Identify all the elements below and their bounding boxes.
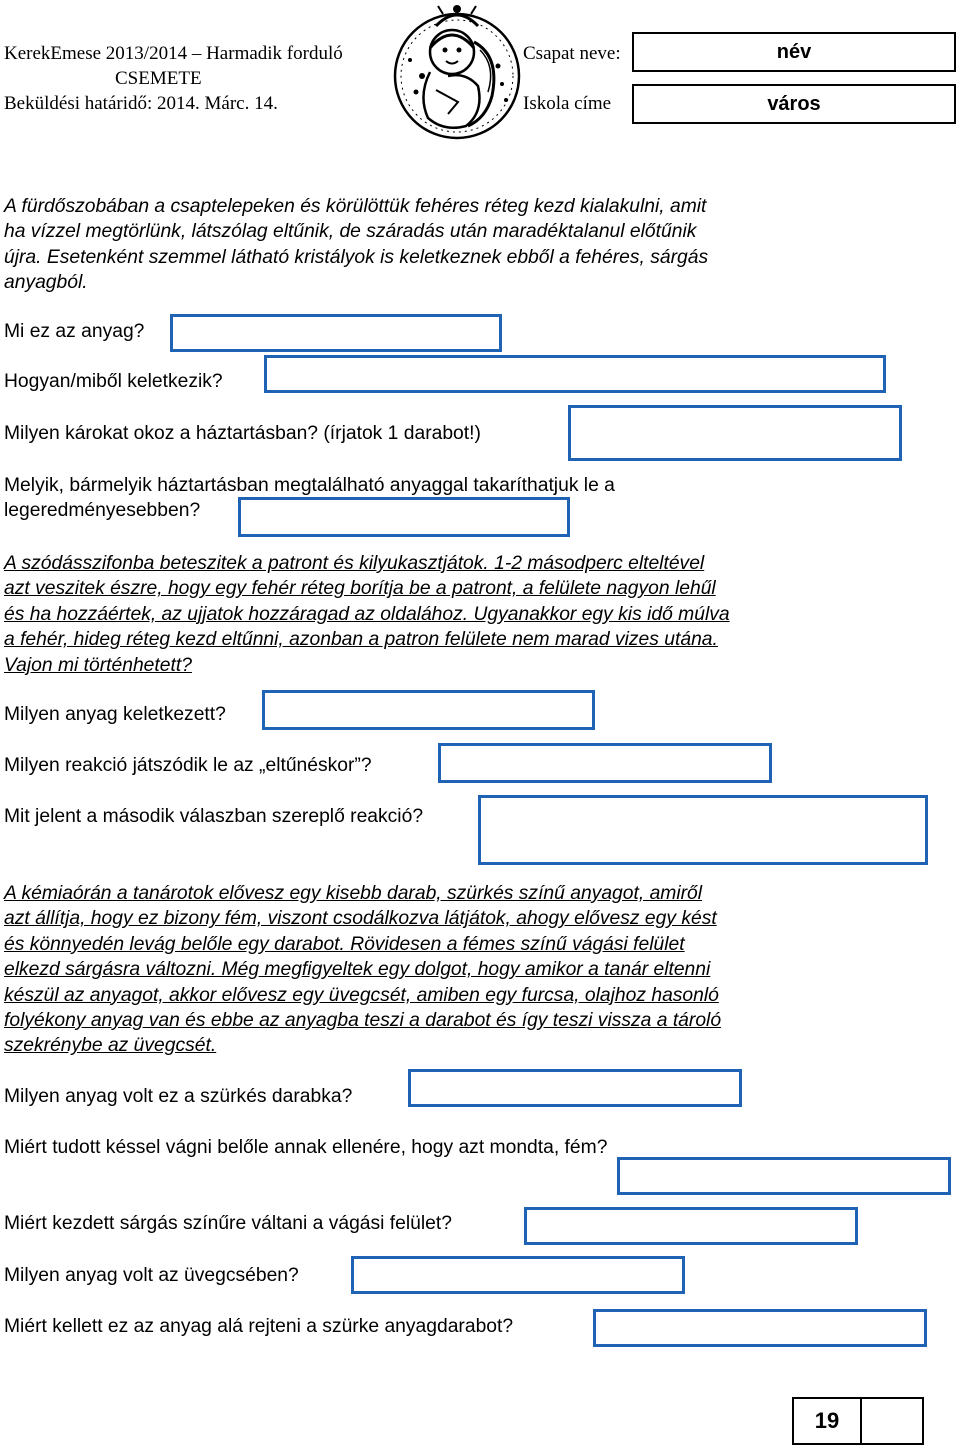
answer-field-1-3[interactable]	[568, 405, 902, 461]
paragraph-line: folyékony anyag van és ebbe az anyagba teszi a darabot és így teszi vissza a tároló	[4, 1010, 722, 1032]
question-2-2: Milyen reakció játszódik le az „eltűnéskor”?	[4, 755, 372, 776]
answer-field-2-1[interactable]	[262, 690, 595, 730]
kerekemese-logo-icon	[388, 0, 526, 142]
answer-field-3-5[interactable]	[593, 1309, 927, 1347]
competition-title: KerekEmese 2013/2014 – Harmadik forduló	[4, 43, 343, 64]
paragraph-line: A kémiaórán a tanárotok elővesz egy kisebb darab, szürkés színű anyagot, amiről	[4, 883, 703, 904]
paragraph-line: és ha hozzáértek, az ujjatok hozzáragad az oldalához. Ugyanakkor egy kis idő múlva	[4, 603, 730, 625]
question-1-4-cont: legeredményesebben?	[4, 500, 201, 521]
question-3-5: Miért kellett ez az anyag alá rejteni a szürke anyagdarabot?	[4, 1316, 514, 1337]
answer-field-2-2[interactable]	[438, 743, 772, 783]
answer-field-1-1[interactable]	[170, 314, 502, 352]
paragraph-line: anyagból.	[4, 272, 88, 294]
score-box	[792, 1397, 924, 1445]
question-3-2: Miért tudott késsel vágni belőle annak ellenére, hogy azt mondta, fém?	[4, 1137, 608, 1158]
page-number: 19	[794, 1399, 862, 1443]
answer-field-3-4[interactable]	[351, 1256, 685, 1294]
paragraph-line: a fehér, hideg réteg kezd eltűnni, azonban a patron felülete nem marad vizes utána.	[4, 629, 718, 651]
question-1-1: Mi ez az anyag?	[4, 321, 145, 342]
school-label: Iskola címe	[523, 93, 612, 114]
paragraph-line: és könnyedén levág belőle egy darabot. Rövidesen a fémes színű vágási felület	[4, 933, 685, 955]
deadline-label: Beküldési határidő: 2014. Márc. 14.	[4, 93, 278, 114]
question-1-4: Melyik, bármelyik háztartásban megtalálható anyaggal takaríthatjuk le a	[4, 475, 615, 496]
answer-field-3-2[interactable]	[617, 1157, 951, 1195]
section1-paragraph	[4, 194, 954, 296]
answer-field-1-2[interactable]	[264, 355, 886, 393]
team-name-value: név	[776, 40, 812, 63]
paragraph-line: újra. Esetenként szemmel látható kristályok is keletkeznek ebből a fehéres, sárgás	[4, 246, 709, 268]
question-1-2: Hogyan/miből keletkezik?	[4, 371, 223, 392]
paragraph-line: szekrénybe az üvegcsét.	[4, 1035, 217, 1057]
paragraph-line: Vajon mi történhetett?	[4, 654, 192, 676]
paragraph-line: azt állítja, hogy ez bizony fém, viszont csodálkozva látjátok, ahogy elővesz egy kést	[4, 908, 717, 930]
question-2-1: Milyen anyag keletkezett?	[4, 704, 226, 725]
answer-field-3-1[interactable]	[408, 1069, 742, 1107]
section2-paragraph	[4, 551, 954, 678]
question-3-3: Miért kezdett sárgás színűre váltani a vágási felület?	[4, 1213, 452, 1234]
answer-field-2-3[interactable]	[478, 795, 928, 865]
paragraph-line: A szódásszifonba beteszitek a patront és kilyukasztjátok. 1-2 másodperc elteltével	[4, 553, 705, 574]
paragraph-line: ha vízzel megtörlünk, látszólag eltűnik, de száradás után maradéktalanul előtűnik	[4, 221, 697, 243]
paragraph-line: elkezd sárgásra változni. Még megfigyeltek egy dolgot, hogy amikor a tanár eltenni	[4, 959, 711, 981]
question-2-3: Mit jelent a második válaszban szereplő reakció?	[4, 806, 424, 827]
paragraph-line: azt veszitek észre, hogy egy fehér réteg borítja be a patront, a felülete nagyon lehűl	[4, 578, 716, 600]
school-field[interactable]	[632, 84, 956, 124]
score-field[interactable]	[862, 1399, 922, 1443]
team-label: Csapat neve:	[523, 43, 621, 64]
answer-field-3-3[interactable]	[524, 1207, 858, 1245]
team-name-field[interactable]	[632, 32, 956, 72]
category-label: CSEMETE	[115, 68, 202, 89]
answer-field-1-4[interactable]	[238, 497, 570, 537]
school-value: város	[767, 92, 821, 115]
question-1-3: Milyen károkat okoz a háztartásban? (írjatok 1 darabot!)	[4, 423, 481, 444]
paragraph-line: készül az anyagot, akkor elővesz egy üvegcsét, amiben egy furcsa, olajhoz hasonló	[4, 984, 719, 1006]
section3-paragraph	[4, 881, 954, 1059]
paragraph-line: A fürdőszobában a csaptelepeken és körülöttük fehéres réteg kezd kialakulni, amit	[4, 196, 707, 217]
question-3-1: Milyen anyag volt ez a szürkés darabka?	[4, 1086, 353, 1107]
question-3-4: Milyen anyag volt az üvegcsében?	[4, 1265, 299, 1286]
